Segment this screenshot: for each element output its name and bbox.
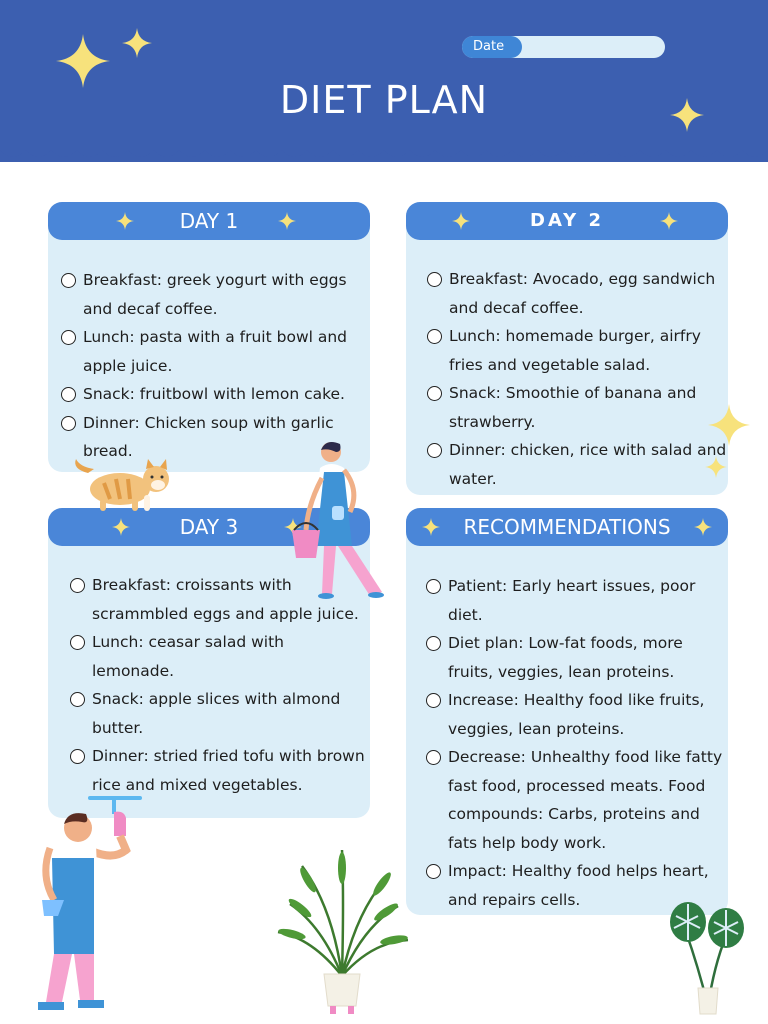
sparkle-icon <box>708 404 750 446</box>
sparkle-icon <box>112 518 130 536</box>
radio-bullet-icon[interactable] <box>61 273 76 288</box>
radio-bullet-icon[interactable] <box>427 386 442 401</box>
list-item: Diet plan: Low-fat foods, more fruits, veggies, lean proteins. <box>448 629 726 686</box>
recommendations-card <box>406 508 728 915</box>
day2-card <box>406 202 728 495</box>
recommendations-list <box>448 572 726 914</box>
date-input[interactable] <box>462 36 665 58</box>
sparkle-icon <box>452 212 470 230</box>
list-item: Dinner: Chicken soup with garlic bread. <box>83 409 368 466</box>
radio-bullet-icon[interactable] <box>426 579 441 594</box>
list-item: Patient: Early heart issues, poor diet. <box>448 572 726 629</box>
day1-card <box>48 202 370 472</box>
list-item: Snack: fruitbowl with lemon cake. <box>83 380 368 409</box>
sparkle-icon <box>705 456 727 478</box>
sparkle-icon <box>422 518 440 536</box>
day3-title: DAY 3 <box>179 515 239 539</box>
list-item: Lunch: homemade burger, airfry fries and vegetable salad. <box>449 322 734 379</box>
radio-bullet-icon[interactable] <box>70 749 85 764</box>
list-item: Impact: Healthy food helps heart, and repairs cells. <box>448 857 726 914</box>
radio-bullet-icon[interactable] <box>426 636 441 651</box>
sparkle-icon <box>116 212 134 230</box>
date-label: Date <box>462 36 522 58</box>
radio-bullet-icon[interactable] <box>61 330 76 345</box>
header-wave-edge <box>0 138 768 164</box>
day2-meal-list <box>449 265 734 493</box>
list-item: Breakfast: greek yogurt with eggs and decaf coffee. <box>83 266 368 323</box>
recommendations-title: RECOMMENDATIONS <box>463 515 671 539</box>
list-item: Breakfast: Avocado, egg sandwich and decaf coffee. <box>449 265 734 322</box>
radio-bullet-icon[interactable] <box>427 443 442 458</box>
cat-illustration <box>70 455 180 513</box>
list-item: Decrease: Unhealthy food like fatty fast food, processed meats. Food compounds: Carbs, proteins and fats help body work. <box>448 743 726 857</box>
day1-header <box>48 202 370 240</box>
sparkle-icon <box>694 518 712 536</box>
list-item: Dinner: chicken, rice with salad and water. <box>449 436 734 493</box>
day3-meal-list <box>92 571 370 799</box>
list-item: Snack: apple slices with almond butter. <box>92 685 370 742</box>
day1-meal-list <box>83 266 368 466</box>
man-cleaning-illustration <box>24 796 148 1014</box>
radio-bullet-icon[interactable] <box>70 692 85 707</box>
radio-bullet-icon[interactable] <box>70 635 85 650</box>
list-item: Dinner: stried fried tofu with brown rice and mixed vegetables. <box>92 742 370 799</box>
sparkle-icon <box>122 28 152 58</box>
woman-cleaning-illustration <box>286 438 386 600</box>
sparkle-icon <box>278 212 296 230</box>
list-item: Breakfast: croissants with scrammbled eggs and apple juice. <box>92 571 370 628</box>
radio-bullet-icon[interactable] <box>61 416 76 431</box>
monstera-plant-illustration <box>668 896 748 1016</box>
radio-bullet-icon[interactable] <box>426 864 441 879</box>
list-item: Snack: Smoothie of banana and strawberry. <box>449 379 734 436</box>
radio-bullet-icon[interactable] <box>70 578 85 593</box>
radio-bullet-icon[interactable] <box>427 272 442 287</box>
day1-title: DAY 1 <box>179 209 239 233</box>
radio-bullet-icon[interactable] <box>427 329 442 344</box>
palm-plant-illustration <box>272 846 412 1016</box>
radio-bullet-icon[interactable] <box>426 693 441 708</box>
day2-title: DAY 2 <box>530 210 604 231</box>
radio-bullet-icon[interactable] <box>61 387 76 402</box>
radio-bullet-icon[interactable] <box>426 750 441 765</box>
list-item: Increase: Healthy food like fruits, veggies, lean proteins. <box>448 686 726 743</box>
recommendations-header <box>406 508 728 546</box>
list-item: Lunch: pasta with a fruit bowl and apple juice. <box>83 323 368 380</box>
page-title: DIET PLAN <box>279 78 489 122</box>
list-item: Lunch: ceasar salad with lemonade. <box>92 628 370 685</box>
sparkle-icon <box>660 212 678 230</box>
